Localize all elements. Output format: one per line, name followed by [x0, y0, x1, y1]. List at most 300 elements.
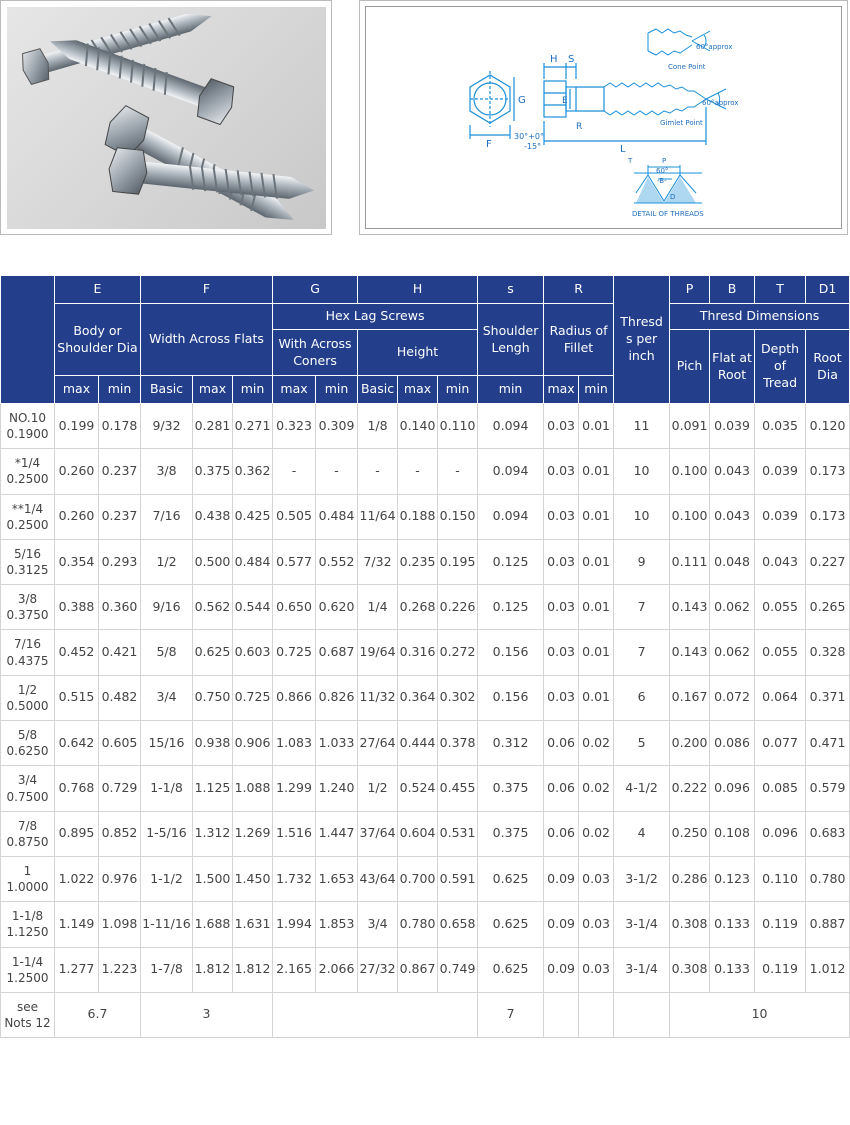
- cell-b: 0.133: [710, 947, 755, 992]
- cell-s-min: 0.094: [478, 494, 544, 539]
- size-decimal: 0.4375: [6, 653, 49, 668]
- cell-s-min: 0.312: [478, 721, 544, 766]
- cell-h-max: 0.444: [398, 721, 438, 766]
- cell-r-max: 0.03: [544, 539, 579, 584]
- cell-r-max: 0.03: [544, 585, 579, 630]
- header-R: R: [544, 276, 614, 304]
- cell-tpi: 3-1/4: [614, 902, 670, 947]
- cell-g-max: 0.323: [273, 404, 316, 449]
- sub-e-min: min: [99, 376, 141, 404]
- size-fraction: *1/4: [14, 456, 41, 471]
- cell-g-min: 1.853: [316, 902, 358, 947]
- notes-s: 7: [478, 992, 544, 1037]
- label-G: G: [518, 95, 526, 106]
- cell-d1: 0.887: [806, 902, 850, 947]
- table-row: [1, 902, 850, 947]
- cell-g-max: 1.994: [273, 902, 316, 947]
- cell-e-max: 0.452: [55, 630, 99, 675]
- size-fraction: NO.10: [8, 410, 47, 425]
- table-row: [1, 856, 850, 901]
- label-thread-angle: 60°: [656, 167, 669, 175]
- cell-tpi: 7: [614, 585, 670, 630]
- cell-g-min: 1.447: [316, 811, 358, 856]
- header-radius-fillet: Radius of Fillet: [544, 304, 614, 376]
- size-decimal: 0.5000: [6, 698, 49, 713]
- cell-tpi: 5: [614, 721, 670, 766]
- cell-r-min: 0.01: [579, 404, 614, 449]
- sub-h-max: max: [398, 376, 438, 404]
- label-T: T: [628, 157, 633, 165]
- cell-r-max: 0.06: [544, 811, 579, 856]
- cell-g-min: 0.552: [316, 539, 358, 584]
- cell-h-min: 0.302: [438, 675, 478, 720]
- cell-p: 0.308: [670, 902, 710, 947]
- cell-h-basic: 19/64: [358, 630, 398, 675]
- table-row: [1, 494, 850, 539]
- spec-table-body: [1, 404, 850, 1038]
- sub-g-min: min: [316, 376, 358, 404]
- notes-e: 6.7: [55, 992, 141, 1037]
- cell-e-max: 1.149: [55, 902, 99, 947]
- header-T: T: [755, 276, 806, 304]
- label-cone-angle: 60°approx: [696, 43, 733, 51]
- header-body-dia: Body or Shoulder Dia: [55, 304, 141, 376]
- cell-e-max: 0.515: [55, 675, 99, 720]
- cell-h-max: 0.780: [398, 902, 438, 947]
- cell-r-min: 0.03: [579, 947, 614, 992]
- sub-e-max: max: [55, 376, 99, 404]
- cell-e-min: 0.293: [99, 539, 141, 584]
- cell-tpi: 3-1/4: [614, 947, 670, 992]
- cell-r-min: 0.03: [579, 856, 614, 901]
- cell-e-min: 1.223: [99, 947, 141, 992]
- cell-g-min: 0.826: [316, 675, 358, 720]
- cell-h-basic: 7/32: [358, 539, 398, 584]
- cell-f-basic: 7/16: [141, 494, 193, 539]
- cell-f-basic: 3/4: [141, 675, 193, 720]
- cell-p: 0.286: [670, 856, 710, 901]
- size-decimal: 0.8750: [6, 834, 49, 849]
- cell-g-max: 0.577: [273, 539, 316, 584]
- cell-s-min: 0.375: [478, 811, 544, 856]
- size-fraction: 7/16: [14, 637, 41, 652]
- cell-g-max: 1.299: [273, 766, 316, 811]
- cell-tpi: 6: [614, 675, 670, 720]
- cell-e-min: 0.482: [99, 675, 141, 720]
- header-width-across-flats: Width Across Flats: [141, 304, 273, 376]
- cell-t: 0.096: [755, 811, 806, 856]
- cell-h-max: 0.188: [398, 494, 438, 539]
- cell-f-basic: 5/8: [141, 630, 193, 675]
- cell-b: 0.039: [710, 404, 755, 449]
- notes-r-max: [544, 992, 579, 1037]
- label-B: -B-: [657, 177, 667, 185]
- cell-b: 0.062: [710, 585, 755, 630]
- notes-row: [1, 992, 850, 1037]
- cell-e-min: 1.098: [99, 902, 141, 947]
- sub-h-min: min: [438, 376, 478, 404]
- header-D1: D1: [806, 276, 850, 304]
- header-root-dia: Root Dia: [806, 330, 850, 404]
- diagram-labels: [486, 43, 739, 218]
- cell-r-max: 0.03: [544, 630, 579, 675]
- cell-h-basic: 1/4: [358, 585, 398, 630]
- cell-e-min: 0.976: [99, 856, 141, 901]
- cell-f-max: 1.125: [193, 766, 233, 811]
- cell-r-max: 0.03: [544, 404, 579, 449]
- cell-f-min: 0.544: [233, 585, 273, 630]
- size-cell: [1, 630, 55, 675]
- cell-h-min: -: [438, 449, 478, 494]
- notes-label-line1: see: [16, 999, 39, 1014]
- table-row: [1, 811, 850, 856]
- cell-p: 0.100: [670, 449, 710, 494]
- cell-r-max: 0.03: [544, 494, 579, 539]
- cell-t: 0.055: [755, 585, 806, 630]
- cell-p: 0.200: [670, 721, 710, 766]
- label-F: F: [486, 139, 492, 150]
- cell-f-basic: 9/16: [141, 585, 193, 630]
- cell-s-min: 0.625: [478, 856, 544, 901]
- cell-d1: 0.227: [806, 539, 850, 584]
- cell-p: 0.100: [670, 494, 710, 539]
- cell-h-basic: 27/32: [358, 947, 398, 992]
- cell-f-max: 0.562: [193, 585, 233, 630]
- product-photo-frame: [0, 0, 332, 235]
- size-decimal: 0.2500: [6, 472, 49, 487]
- cell-f-min: 0.425: [233, 494, 273, 539]
- header-P: P: [670, 276, 710, 304]
- cell-g-max: -: [273, 449, 316, 494]
- cell-h-basic: 37/64: [358, 811, 398, 856]
- size-cell: [1, 494, 55, 539]
- cell-e-max: 0.642: [55, 721, 99, 766]
- cell-t: 0.085: [755, 766, 806, 811]
- size-cell: [1, 585, 55, 630]
- size-fraction: 3/8: [17, 592, 38, 607]
- cell-g-max: 1.083: [273, 721, 316, 766]
- cell-p: 0.167: [670, 675, 710, 720]
- cell-r-min: 0.01: [579, 449, 614, 494]
- cell-f-basic: 1-1/2: [141, 856, 193, 901]
- cell-h-min: 0.378: [438, 721, 478, 766]
- cell-e-min: 0.237: [99, 449, 141, 494]
- cell-f-min: 1.812: [233, 947, 273, 992]
- cell-f-min: 1.088: [233, 766, 273, 811]
- cell-r-min: 0.02: [579, 811, 614, 856]
- size-fraction: 5/16: [14, 546, 41, 561]
- header-F: F: [141, 276, 273, 304]
- label-L: L: [620, 144, 626, 155]
- header-threads-per-inch: Thresd s per inch: [614, 276, 670, 404]
- cell-h-min: 0.272: [438, 630, 478, 675]
- label-E: E: [562, 96, 568, 106]
- cell-r-min: 0.01: [579, 675, 614, 720]
- cell-d1: 0.265: [806, 585, 850, 630]
- cell-f-min: 0.362: [233, 449, 273, 494]
- cell-tpi: 3-1/2: [614, 856, 670, 901]
- cell-b: 0.048: [710, 539, 755, 584]
- table-row: [1, 766, 850, 811]
- cell-f-min: 0.271: [233, 404, 273, 449]
- notes-g-h: [273, 992, 478, 1037]
- cell-f-max: 0.750: [193, 675, 233, 720]
- table-row: [1, 675, 850, 720]
- sub-r-min: min: [579, 376, 614, 404]
- size-cell: [1, 721, 55, 766]
- header-size-corner: [1, 276, 55, 404]
- table-row: [1, 449, 850, 494]
- cell-h-basic: -: [358, 449, 398, 494]
- cell-d1: 0.683: [806, 811, 850, 856]
- cell-b: 0.043: [710, 494, 755, 539]
- cell-g-max: 1.732: [273, 856, 316, 901]
- cell-t: 0.055: [755, 630, 806, 675]
- cell-f-basic: 1-5/16: [141, 811, 193, 856]
- cell-e-max: 0.388: [55, 585, 99, 630]
- cell-h-max: 0.316: [398, 630, 438, 675]
- cell-t: 0.039: [755, 494, 806, 539]
- size-decimal: 0.7500: [6, 789, 49, 804]
- size-decimal: 0.6250: [6, 744, 49, 759]
- cell-g-min: 1.653: [316, 856, 358, 901]
- notes-f: 3: [141, 992, 273, 1037]
- cell-h-basic: 43/64: [358, 856, 398, 901]
- header-B: B: [710, 276, 755, 304]
- label-gimlet-angle: 60°approx: [702, 99, 739, 107]
- hex-lag-screw-drawing: [366, 7, 843, 230]
- header-hex-lag-screws: Hex Lag Screws: [273, 304, 478, 330]
- cell-p: 0.111: [670, 539, 710, 584]
- header-row-letters: [1, 276, 850, 304]
- header-shoulder-length: Shoulder Lengh: [478, 304, 544, 376]
- table-row: [1, 539, 850, 584]
- cell-p: 0.308: [670, 947, 710, 992]
- cell-d1: 1.012: [806, 947, 850, 992]
- cell-d1: 0.780: [806, 856, 850, 901]
- cell-h-max: -: [398, 449, 438, 494]
- cell-e-min: 0.360: [99, 585, 141, 630]
- cell-e-max: 0.260: [55, 494, 99, 539]
- sub-s-min: min: [478, 376, 544, 404]
- label-D: D: [670, 193, 676, 201]
- sub-h-basic: Basic: [358, 376, 398, 404]
- table-row: [1, 585, 850, 630]
- cell-f-basic: 3/8: [141, 449, 193, 494]
- cell-f-max: 0.500: [193, 539, 233, 584]
- size-cell: [1, 811, 55, 856]
- cell-t: 0.043: [755, 539, 806, 584]
- cell-s-min: 0.375: [478, 766, 544, 811]
- cell-b: 0.133: [710, 902, 755, 947]
- cell-r-max: 0.06: [544, 721, 579, 766]
- cell-f-max: 1.312: [193, 811, 233, 856]
- cell-tpi: 4: [614, 811, 670, 856]
- cell-p: 0.222: [670, 766, 710, 811]
- technical-diagram-frame: [359, 0, 848, 235]
- size-fraction: 7/8: [17, 818, 38, 833]
- cell-f-min: 0.906: [233, 721, 273, 766]
- cell-f-min: 0.603: [233, 630, 273, 675]
- cell-s-min: 0.125: [478, 539, 544, 584]
- cell-e-max: 0.260: [55, 449, 99, 494]
- size-cell: [1, 766, 55, 811]
- cell-g-min: 0.484: [316, 494, 358, 539]
- cell-p: 0.143: [670, 630, 710, 675]
- size-fraction: 1-1/4: [11, 954, 44, 969]
- cell-b: 0.086: [710, 721, 755, 766]
- cell-f-max: 0.375: [193, 449, 233, 494]
- cell-h-max: 0.268: [398, 585, 438, 630]
- cell-s-min: 0.094: [478, 404, 544, 449]
- cell-g-min: 2.066: [316, 947, 358, 992]
- sub-f-max: max: [193, 376, 233, 404]
- cell-s-min: 0.156: [478, 630, 544, 675]
- cell-h-max: 0.140: [398, 404, 438, 449]
- cell-r-min: 0.01: [579, 630, 614, 675]
- cell-f-max: 0.281: [193, 404, 233, 449]
- cell-b: 0.043: [710, 449, 755, 494]
- table-row: [1, 404, 850, 449]
- cell-f-max: 1.812: [193, 947, 233, 992]
- cell-h-basic: 1/8: [358, 404, 398, 449]
- size-decimal: 1.0000: [6, 880, 49, 895]
- hex-lag-screws-image: [7, 7, 326, 229]
- cell-h-min: 0.749: [438, 947, 478, 992]
- cell-h-min: 0.591: [438, 856, 478, 901]
- table-row: [1, 630, 850, 675]
- label-cone-point: Cone Point: [668, 63, 706, 71]
- header-height: Height: [358, 330, 478, 376]
- table-row: [1, 947, 850, 992]
- cell-f-basic: 1-1/8: [141, 766, 193, 811]
- cell-g-max: 0.650: [273, 585, 316, 630]
- cell-tpi: 4-1/2: [614, 766, 670, 811]
- cell-t: 0.119: [755, 947, 806, 992]
- cell-g-max: 0.505: [273, 494, 316, 539]
- cell-r-min: 0.02: [579, 721, 614, 766]
- size-cell: [1, 902, 55, 947]
- cell-t: 0.064: [755, 675, 806, 720]
- cell-g-min: 0.309: [316, 404, 358, 449]
- cell-f-min: 0.484: [233, 539, 273, 584]
- cell-g-min: 1.240: [316, 766, 358, 811]
- cell-h-min: 0.150: [438, 494, 478, 539]
- cell-tpi: 9: [614, 539, 670, 584]
- cell-g-min: 0.687: [316, 630, 358, 675]
- header-flat-at-root: Flat at Root: [710, 330, 755, 404]
- cell-e-max: 0.895: [55, 811, 99, 856]
- cell-h-min: 0.226: [438, 585, 478, 630]
- cell-r-min: 0.03: [579, 902, 614, 947]
- thread-profile: [604, 83, 706, 115]
- size-fraction: 1: [23, 863, 32, 878]
- notes-thread-dims: 10: [670, 992, 850, 1037]
- cell-r-max: 0.03: [544, 449, 579, 494]
- label-S: S: [568, 54, 575, 65]
- cell-e-max: 1.022: [55, 856, 99, 901]
- notes-tpi: [614, 992, 670, 1037]
- cell-tpi: 10: [614, 494, 670, 539]
- cell-g-min: -: [316, 449, 358, 494]
- size-decimal: 1.1250: [6, 925, 49, 940]
- label-R: R: [576, 122, 583, 132]
- cell-f-basic: 15/16: [141, 721, 193, 766]
- label-gimlet-point: Gimlet Point: [660, 119, 703, 127]
- cell-b: 0.072: [710, 675, 755, 720]
- cell-r-min: 0.01: [579, 585, 614, 630]
- cell-r-min: 0.01: [579, 539, 614, 584]
- cell-d1: 0.579: [806, 766, 850, 811]
- cell-e-min: 0.729: [99, 766, 141, 811]
- label-H: H: [550, 54, 558, 65]
- cell-d1: 0.120: [806, 404, 850, 449]
- cell-f-max: 0.625: [193, 630, 233, 675]
- cell-e-min: 0.237: [99, 494, 141, 539]
- cell-f-min: 1.269: [233, 811, 273, 856]
- cell-p: 0.143: [670, 585, 710, 630]
- sub-f-basic: Basic: [141, 376, 193, 404]
- cell-s-min: 0.125: [478, 585, 544, 630]
- cell-h-basic: 3/4: [358, 902, 398, 947]
- sub-f-min: min: [233, 376, 273, 404]
- label-detail-of-threads: DETAIL OF THREADS: [632, 210, 704, 218]
- cell-r-min: 0.01: [579, 494, 614, 539]
- cell-f-max: 0.938: [193, 721, 233, 766]
- cell-tpi: 11: [614, 404, 670, 449]
- size-fraction: 1/2: [17, 682, 38, 697]
- size-cell: [1, 856, 55, 901]
- cell-f-basic: 1-11/16: [141, 902, 193, 947]
- cell-f-max: 1.688: [193, 902, 233, 947]
- cell-e-max: 0.354: [55, 539, 99, 584]
- size-decimal: 1.2500: [6, 970, 49, 985]
- cell-h-max: 0.524: [398, 766, 438, 811]
- size-cell: [1, 947, 55, 992]
- notes-label: [1, 992, 55, 1037]
- size-fraction: 3/4: [17, 773, 38, 788]
- cell-d1: 0.371: [806, 675, 850, 720]
- cell-r-min: 0.02: [579, 766, 614, 811]
- cell-h-min: 0.531: [438, 811, 478, 856]
- size-fraction: **1/4: [11, 501, 44, 516]
- header-width-across-corners: With Across Coners: [273, 330, 358, 376]
- cell-s-min: 0.625: [478, 947, 544, 992]
- cell-t: 0.039: [755, 449, 806, 494]
- cell-s-min: 0.094: [478, 449, 544, 494]
- cell-e-max: 1.277: [55, 947, 99, 992]
- cell-r-max: 0.09: [544, 902, 579, 947]
- cell-r-max: 0.03: [544, 675, 579, 720]
- size-decimal: 0.3750: [6, 608, 49, 623]
- header-s: s: [478, 276, 544, 304]
- cell-h-min: 0.195: [438, 539, 478, 584]
- table-row: [1, 721, 850, 766]
- cell-r-max: 0.09: [544, 947, 579, 992]
- cell-t: 0.035: [755, 404, 806, 449]
- cell-s-min: 0.625: [478, 902, 544, 947]
- cell-e-min: 0.421: [99, 630, 141, 675]
- size-decimal: 0.1900: [6, 427, 49, 442]
- header-depth-of-thread: Depth of Tread: [755, 330, 806, 404]
- size-fraction: 5/8: [17, 728, 38, 743]
- cell-g-max: 1.516: [273, 811, 316, 856]
- cell-f-basic: 9/32: [141, 404, 193, 449]
- cell-t: 0.110: [755, 856, 806, 901]
- cell-f-basic: 1-7/8: [141, 947, 193, 992]
- size-decimal: 0.3125: [6, 563, 49, 578]
- cell-tpi: 7: [614, 630, 670, 675]
